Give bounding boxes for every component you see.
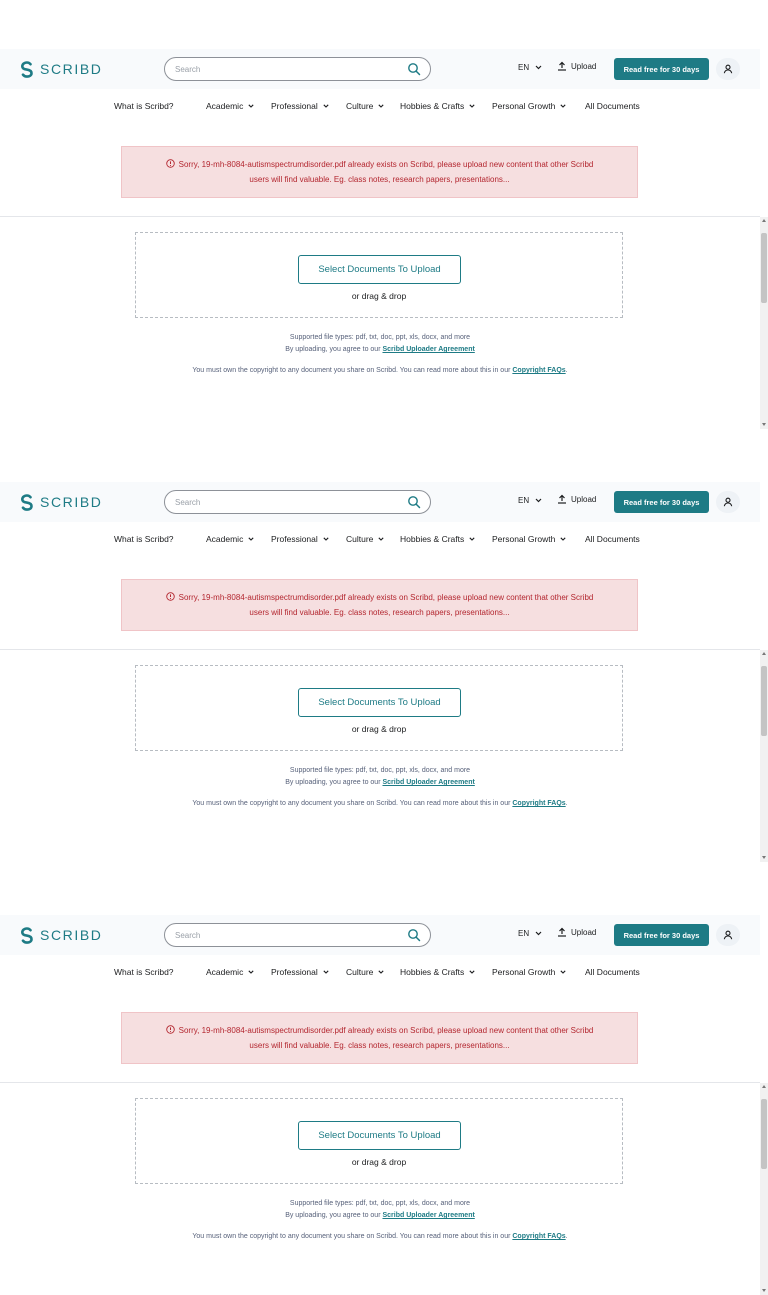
- scroll-up-arrow[interactable]: [762, 219, 766, 222]
- alert-line-1: Sorry, 19-mh-8084-autismspectrumdisorder.pdf already exists on Scribd, please upload new content that other Scribd: [178, 160, 594, 169]
- logo-wordmark: SCRIBD: [40, 494, 103, 510]
- copyright-notice: [0, 367, 760, 374]
- chevron-down-icon: [535, 498, 542, 503]
- search-box[interactable]: [164, 923, 431, 947]
- select-documents-button[interactable]: Select Documents To Upload: [298, 255, 461, 284]
- nav-item-culture[interactable]: [346, 967, 384, 977]
- nav-item-professional[interactable]: [271, 101, 329, 111]
- upload-icon: [557, 927, 567, 937]
- nav-item-label: Professional: [271, 967, 318, 977]
- nav-item-personal-growth[interactable]: [492, 534, 566, 544]
- copyright-prefix: You must own the copyright to any document you share on Scribd. You can read more about this in our: [192, 367, 513, 374]
- upload-label: Upload: [571, 927, 597, 937]
- upload-dropzone[interactable]: [135, 1098, 623, 1184]
- nav-item-professional[interactable]: [271, 967, 329, 977]
- scroll-up-arrow[interactable]: [762, 1085, 766, 1088]
- page-capture-1: [0, 49, 768, 429]
- supported-file-types: Supported file types: pdf, txt, doc, ppt, xls, docx, and more: [289, 1200, 471, 1207]
- upload-icon: [557, 61, 567, 71]
- scroll-thumb[interactable]: [761, 666, 767, 736]
- chevron-down-icon: [323, 537, 329, 541]
- chevron-down-icon: [469, 537, 475, 541]
- chevron-down-icon: [535, 931, 542, 936]
- uploader-agreement-notice: [0, 1212, 760, 1219]
- search-box[interactable]: [164, 490, 431, 514]
- scrollbar[interactable]: [760, 217, 768, 429]
- nav-item-label: Academic: [206, 101, 244, 111]
- nav-item-label: Hobbies & Crafts: [400, 534, 465, 544]
- read-free-button[interactable]: Read free for 30 days: [614, 491, 709, 513]
- logo-wordmark: SCRIBD: [40, 61, 103, 77]
- scribd-logo[interactable]: [20, 60, 103, 78]
- site-header: [0, 49, 760, 89]
- search-input[interactable]: [175, 495, 395, 510]
- agreement-prefix: By uploading, you agree to our: [285, 346, 383, 353]
- upload-link[interactable]: [557, 494, 596, 504]
- copyright-suffix: .: [565, 1233, 568, 1240]
- alert-message: [135, 590, 625, 620]
- supported-file-types: Supported file types: pdf, txt, doc, ppt, xls, docx, and more: [289, 767, 471, 774]
- read-free-button[interactable]: Read free for 30 days: [614, 58, 709, 80]
- upload-label: Upload: [571, 494, 597, 504]
- scribd-s-icon: [20, 61, 34, 78]
- nav-item-hobbies-crafts[interactable]: [400, 967, 475, 977]
- scribd-s-icon: [20, 494, 34, 511]
- nav-item-label: Academic: [206, 967, 244, 977]
- upload-link[interactable]: [557, 61, 596, 71]
- language-label: EN: [518, 63, 530, 72]
- chevron-down-icon: [560, 104, 566, 108]
- drag-drop-hint: or drag & drop: [351, 1157, 407, 1167]
- nav-item-label: Personal Growth: [492, 967, 556, 977]
- nav-item-what-is-scribd[interactable]: [114, 534, 174, 544]
- nav-item-label: Academic: [206, 534, 244, 544]
- nav-item-personal-growth[interactable]: [492, 967, 566, 977]
- duplicate-upload-alert: [121, 146, 638, 198]
- page-capture-2: [0, 482, 768, 862]
- scribd-s-icon: [20, 927, 34, 944]
- chevron-down-icon: [469, 104, 475, 108]
- nav-item-label: All Documents: [585, 101, 640, 111]
- page-capture-3: [0, 915, 768, 1295]
- language-selector[interactable]: [518, 929, 542, 938]
- site-header: [0, 915, 760, 955]
- nav-item-label: What is Scribd?: [114, 534, 174, 544]
- user-icon: [723, 64, 733, 74]
- category-nav: [0, 967, 760, 981]
- chevron-down-icon: [378, 970, 384, 974]
- scroll-down-arrow[interactable]: [762, 1289, 766, 1292]
- chevron-down-icon: [560, 970, 566, 974]
- nav-item-academic[interactable]: [206, 534, 254, 544]
- nav-item-personal-growth[interactable]: [492, 101, 566, 111]
- section-divider: [0, 649, 760, 650]
- language-selector[interactable]: [518, 496, 542, 505]
- search-icon[interactable]: [407, 495, 421, 509]
- user-icon: [723, 930, 733, 940]
- upload-icon: [557, 494, 567, 504]
- nav-item-label: All Documents: [585, 967, 640, 977]
- section-divider: [0, 216, 760, 217]
- alert-line-2: users will find valuable. Eg. class notes, research papers, presentations...: [249, 175, 510, 184]
- nav-item-culture[interactable]: [346, 101, 384, 111]
- alert-line-1: Sorry, 19-mh-8084-autismspectrumdisorder.pdf already exists on Scribd, please upload new content that other Scribd: [178, 1026, 594, 1035]
- scroll-down-arrow[interactable]: [762, 856, 766, 859]
- copyright-suffix: .: [565, 800, 568, 807]
- chevron-down-icon: [378, 104, 384, 108]
- nav-item-label: Hobbies & Crafts: [400, 101, 465, 111]
- nav-item-academic[interactable]: [206, 967, 254, 977]
- uploader-agreement-notice: [0, 779, 760, 786]
- alert-message: [135, 157, 625, 187]
- upload-dropzone[interactable]: [135, 232, 623, 318]
- language-label: EN: [518, 929, 530, 938]
- drag-drop-hint: or drag & drop: [351, 291, 407, 301]
- nav-item-label: What is Scribd?: [114, 967, 174, 977]
- nav-item-label: Culture: [346, 967, 374, 977]
- chevron-down-icon: [535, 65, 542, 70]
- copyright-prefix: You must own the copyright to any document you share on Scribd. You can read more about this in our: [192, 1233, 513, 1240]
- account-button[interactable]: [716, 924, 740, 946]
- chevron-down-icon: [323, 970, 329, 974]
- nav-item-label: All Documents: [585, 534, 640, 544]
- category-nav: [0, 534, 760, 548]
- drag-drop-hint: or drag & drop: [351, 724, 407, 734]
- logo-wordmark: SCRIBD: [40, 927, 103, 943]
- nav-item-label: Personal Growth: [492, 534, 556, 544]
- nav-item-all-documents[interactable]: [585, 967, 640, 977]
- upload-label: Upload: [571, 61, 597, 71]
- nav-item-label: Culture: [346, 101, 374, 111]
- uploader-agreement-link[interactable]: Scribd Uploader Agreement: [382, 1212, 475, 1219]
- select-documents-button[interactable]: Select Documents To Upload: [298, 1121, 461, 1150]
- scroll-up-arrow[interactable]: [762, 652, 766, 655]
- account-button[interactable]: [716, 491, 740, 513]
- alert-line-2: users will find valuable. Eg. class notes, research papers, presentations...: [249, 608, 510, 617]
- uploader-agreement-link[interactable]: Scribd Uploader Agreement: [382, 346, 475, 353]
- nav-item-hobbies-crafts[interactable]: [400, 101, 475, 111]
- chevron-down-icon: [323, 104, 329, 108]
- copyright-suffix: .: [565, 367, 568, 374]
- read-free-button[interactable]: Read free for 30 days: [614, 924, 709, 946]
- scribd-logo[interactable]: [20, 926, 103, 944]
- scrollbar[interactable]: [760, 650, 768, 862]
- chevron-down-icon: [469, 970, 475, 974]
- language-selector[interactable]: [518, 63, 542, 72]
- nav-item-culture[interactable]: [346, 534, 384, 544]
- agreement-prefix: By uploading, you agree to our: [285, 779, 383, 786]
- nav-item-label: Hobbies & Crafts: [400, 967, 465, 977]
- site-header: [0, 482, 760, 522]
- nav-item-professional[interactable]: [271, 534, 329, 544]
- nav-item-academic[interactable]: [206, 101, 254, 111]
- alert-circle-icon: [166, 592, 175, 601]
- copyright-faqs-link[interactable]: Copyright FAQs: [512, 800, 566, 807]
- nav-item-all-documents[interactable]: [585, 534, 640, 544]
- search-box[interactable]: [164, 57, 431, 81]
- alert-circle-icon: [166, 1025, 175, 1034]
- scroll-thumb[interactable]: [761, 233, 767, 303]
- duplicate-upload-alert: [121, 1012, 638, 1064]
- nav-item-all-documents[interactable]: [585, 101, 640, 111]
- copyright-prefix: You must own the copyright to any document you share on Scribd. You can read more about this in our: [192, 800, 513, 807]
- search-input[interactable]: [175, 928, 395, 943]
- upload-dropzone[interactable]: [135, 665, 623, 751]
- duplicate-upload-alert: [121, 579, 638, 631]
- search-input[interactable]: [175, 62, 395, 77]
- nav-item-label: Professional: [271, 534, 318, 544]
- uploader-agreement-link[interactable]: Scribd Uploader Agreement: [382, 779, 475, 786]
- uploader-agreement-notice: [0, 346, 760, 353]
- alert-circle-icon: [166, 159, 175, 168]
- chevron-down-icon: [248, 104, 254, 108]
- user-icon: [723, 497, 733, 507]
- alert-line-2: users will find valuable. Eg. class notes, research papers, presentations...: [249, 1041, 510, 1050]
- nav-item-what-is-scribd[interactable]: [114, 967, 174, 977]
- select-documents-button[interactable]: Select Documents To Upload: [298, 688, 461, 717]
- chevron-down-icon: [248, 537, 254, 541]
- alert-line-1: Sorry, 19-mh-8084-autismspectrumdisorder.pdf already exists on Scribd, please upload new content that other Scribd: [178, 593, 594, 602]
- nav-item-label: What is Scribd?: [114, 101, 174, 111]
- search-icon[interactable]: [407, 62, 421, 76]
- account-button[interactable]: [716, 58, 740, 80]
- copyright-faqs-link[interactable]: Copyright FAQs: [512, 1233, 566, 1240]
- section-divider: [0, 1082, 760, 1083]
- copyright-notice: [0, 800, 760, 807]
- chevron-down-icon: [248, 970, 254, 974]
- nav-item-label: Culture: [346, 534, 374, 544]
- language-label: EN: [518, 496, 530, 505]
- copyright-faqs-link[interactable]: Copyright FAQs: [512, 367, 566, 374]
- nav-item-what-is-scribd[interactable]: [114, 101, 174, 111]
- nav-item-label: Professional: [271, 101, 318, 111]
- agreement-prefix: By uploading, you agree to our: [285, 1212, 383, 1219]
- scroll-down-arrow[interactable]: [762, 423, 766, 426]
- alert-message: [135, 1023, 625, 1053]
- upload-link[interactable]: [557, 927, 596, 937]
- copyright-notice: [0, 1233, 760, 1240]
- chevron-down-icon: [378, 537, 384, 541]
- category-nav: [0, 101, 760, 115]
- supported-file-types: Supported file types: pdf, txt, doc, ppt, xls, docx, and more: [289, 334, 471, 341]
- scrollbar[interactable]: [760, 1083, 768, 1295]
- nav-item-label: Personal Growth: [492, 101, 556, 111]
- nav-item-hobbies-crafts[interactable]: [400, 534, 475, 544]
- search-icon[interactable]: [407, 928, 421, 942]
- scroll-thumb[interactable]: [761, 1099, 767, 1169]
- scribd-logo[interactable]: [20, 493, 103, 511]
- chevron-down-icon: [560, 537, 566, 541]
